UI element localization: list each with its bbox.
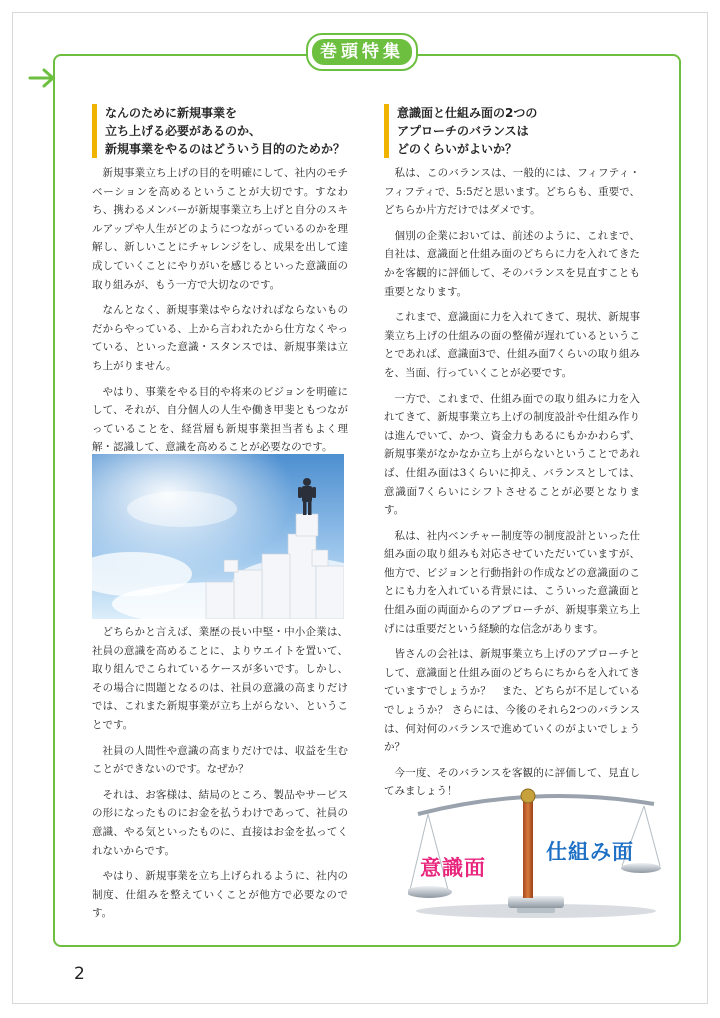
left-column [92,104,348,464]
paragraph: 個別の企業においては、前述のように、これまで、自社は、意識面と仕組み面のどちらに力を入れてきたかを客観的に評価して、そのバランスを見直すことも重要となります。 [384,229,640,298]
section-tab [306,33,418,71]
paragraph: 一方で、これまで、仕組み面での取り組みに力を入れてきて、新規事業立ち上げの制度設計や仕組み作りは進んでいて、かつ、資金力もあるにもかかわらず、新規事業がなかなか立ち上がらないということであれば、仕組み面は3くらいに抑え、バランスとしては、意識面7くらいにシフトさせることが必要となります。 [384,392,640,517]
section-label: 巻頭特集 [312,39,412,65]
arrow-right-icon [28,66,58,90]
paragraph: それは、お客様は、結局のところ、製品やサービスの形になったものにお金を払うわけであって、社員の意識、やる気といったものに、直接はお金を払ってくれないからです。 [92,788,348,857]
paragraph: どちらかと言えば、業歴の長い中堅・中小企業は、社員の意識を高めることに、よりウエイトを置いて、取り組んでこられているケースが多いです。しかし、その場合に問題となるのは、社員の意識の高まりだけでは、これまた新規事業が立ち上がらない、ということです。 [92,626,348,731]
left-heading: なんのために新規事業を 立ち上げる必要があるのか、 新規事業をやるのはどういう目的のためか？ [92,104,348,158]
left-lower-text [92,623,348,930]
scale-label-shikumi: 仕組み面 [546,840,634,864]
page-number: 2 [74,964,85,984]
paragraph: これまで、意識面に力を入れてきて、現状、新規事業立ち上げの仕組みの面の整備が遅れているということであれば、意識面3で、仕組み面7くらいの取り組みを、当面、行っていくことが必要です。 [384,311,640,379]
paragraph: なんとなく、新規事業はやらなければならないものだからやっている、上から言われたから仕方なくやっている、といった意識・スタンスでは、新規事業は立ち上がりません。 [92,304,348,372]
paragraph: 皆さんの会社は、新規事業立ち上げのアプローチとして、意識面と仕組み面のどちらにちからを入れてきていますでしょうか？ また、どちらが不足しているでしょうか？ さらには、今後のそれら2つのバランスは、何対何のバランスで進めていくのがよいでしょうか？ [384,648,640,754]
businessman-on-blocks-photo [92,454,344,619]
paragraph: 今一度、そのバランスを客観的に評価して、見直してみましょう！ [384,766,640,798]
scale-label-ishiki: 意識面 [420,856,486,880]
right-heading: 意識面と仕組み面の2つの アプローチのバランスは どのくらいがよいか？ [384,104,640,158]
paragraph: 私は、このバランスは、一般的には、フィフティ・フィフティで、5:5だと思います。どちらも、重要で、どちらか片方だけではダメです。 [384,167,640,217]
paragraph: 私は、社内ベンチャー制度等の制度設計といった仕組み面の取り組みも対応させていただいていますが、他方で、ビジョンと行動指針の作成などの意識面のことにも力を入れている背景には、こういった意識面と仕組み面の両面からのアプローチが、新規事業立ち上げには重要だという経験的な信念があります。 [384,529,640,635]
paragraph: 新規事業立ち上げの目的を明確にして、社内のモチベーションを高めるということが大切です。すなわち、携わるメンバーが新規事業立ち上げと自分のスキルアップや人生がどのようにつながっているのかを理解し、新しいことにチャレンジをし、成果を出して達成していくことにやりがいを感じるといった意識面の取り組みが、もう一方で大切なのです。 [92,167,348,291]
paragraph: やはり、事業をやる目的や将来のビジョンを明確にして、それが、自分個人の人生や働き甲斐ともつながっていることを、経営層も新規事業担当者もよく理解・認識して、意識を高めることが必要なのです。 [92,385,348,454]
right-column [384,104,640,808]
paragraph: やはり、新規事業を立ち上げられるように、社内の制度、仕組みを整えていくことが他方で必要なのです。 [92,870,348,920]
paragraph: 社員の人間性や意識の高まりだけでは、収益を生むことができないのです。なぜか？ [92,744,348,776]
